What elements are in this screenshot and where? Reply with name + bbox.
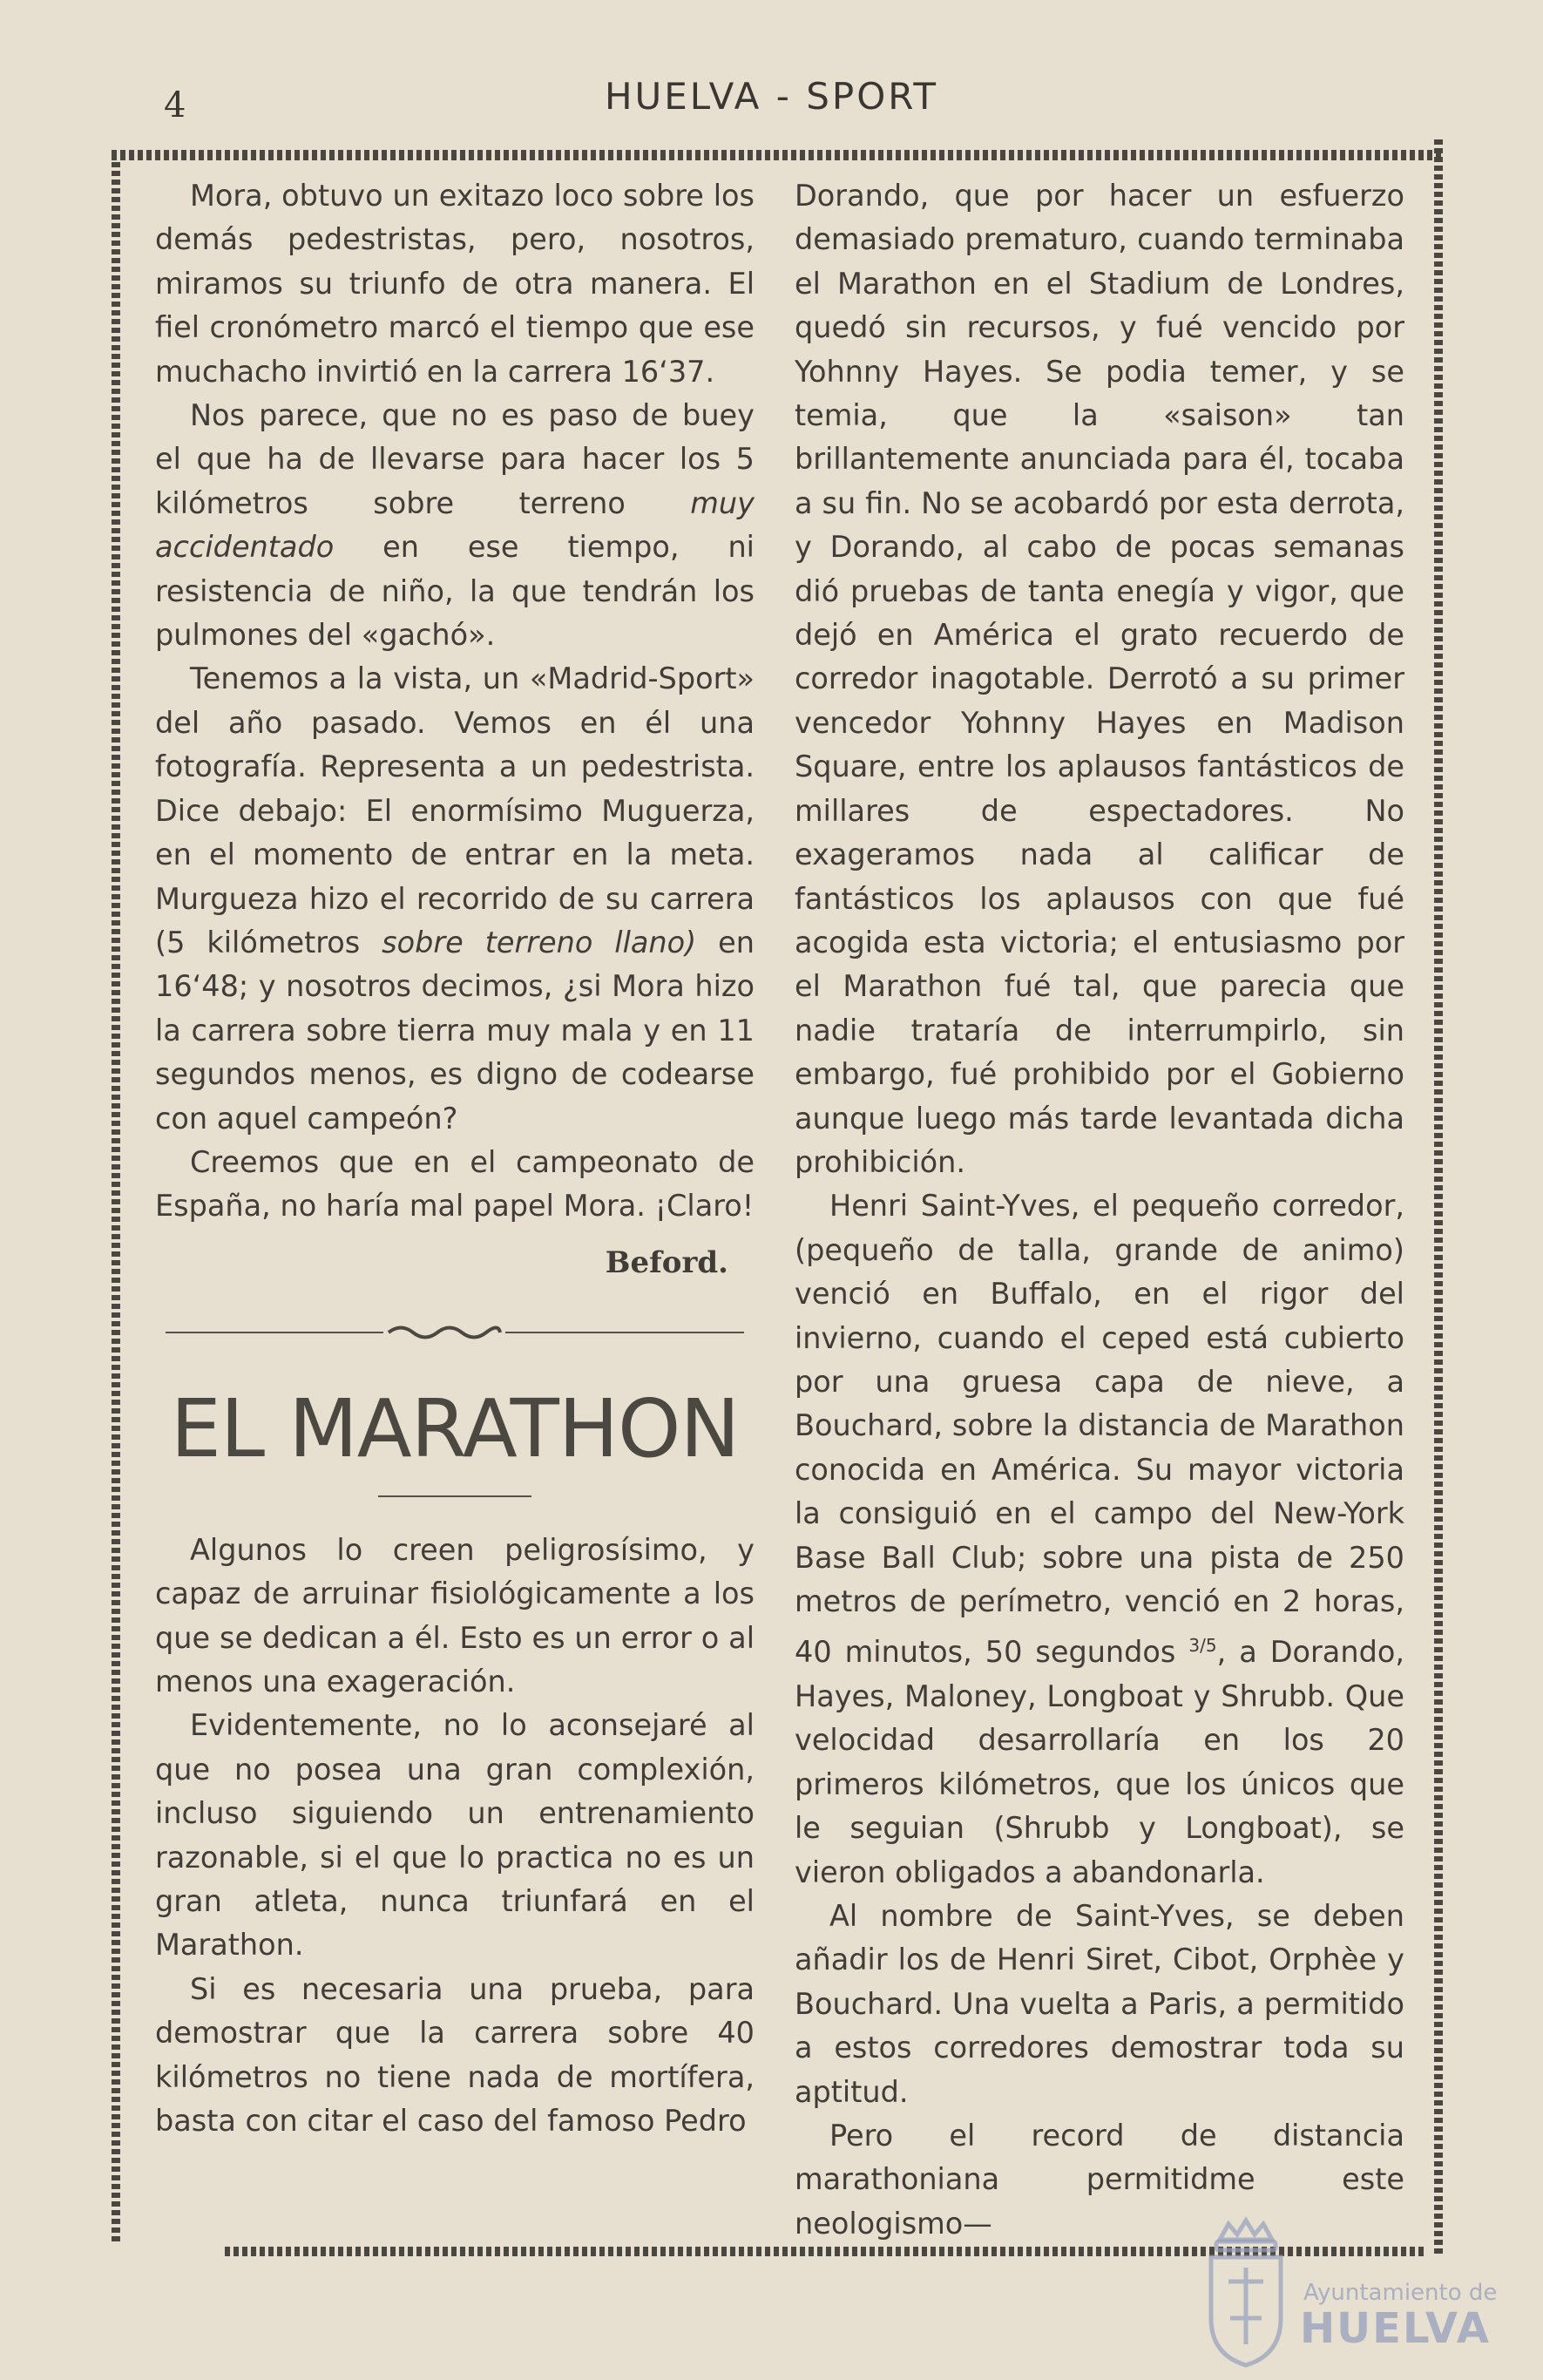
watermark-seal	[1194, 2214, 1533, 2379]
article-title: EL MARATHON	[170, 1381, 740, 1475]
paragraph: Si es necesaria una prueba, para demostrar que la carrera sobre 40 kilómetros no tiene nada de mortífera, basta con citar el caso del famoso Pedro	[155, 1971, 755, 2139]
paragraph: Al nombre de Saint-Yves, se deben añadir los de Henri Siret, Cibot, Orphèe y Bouchard. Una vuelta a Paris, a permitido a estos corredores demostrar toda su aptitud.	[795, 1899, 1404, 2109]
page-border-left	[112, 162, 120, 2245]
signature: Beford.	[605, 1244, 728, 1280]
fraction-text: 3/5	[1188, 1635, 1217, 1657]
page-border-top	[112, 150, 1445, 160]
watermark-line2: HUELVA	[1300, 2304, 1491, 2353]
text-span: en 16‘48; y nosotros decimos, ¿si Mora hizo la carrera sobre tierra muy mala y en 11 segundos menos, es digno de codearse con aquel campeón?	[155, 925, 755, 1136]
paragraph: Evidentemente, no lo aconsejaré al que no posea una gran complexión, incluso siguiendo un entrenamiento razonable, si el que lo practica no es un gran atleta, nunca triunfará en el Marathon.	[155, 1708, 755, 1963]
page-border-right	[1434, 139, 1443, 2257]
text-span: Tenemos a la vista, un «Madrid-Sport» del año pasado. Vemos en él una fotografía. Representa a un pedestrista. Dice debajo: El enormísimo Muguerza, en el momento de entrar en la meta. Murgueza hizo el recorrido de su carrera (5 kilómetros	[155, 661, 755, 959]
page-number: 4	[164, 85, 186, 125]
coat-of-arms-icon	[1194, 2214, 1298, 2370]
paragraph: Pero el record de distancia marathoniana permitidme este neologismo—	[795, 2119, 1404, 2241]
text-span: Nos parece, que no es paso de buey el que ha de llevarse para hacer los 5 kilómetros sobre terreno	[155, 398, 755, 520]
left-column	[155, 174, 755, 2143]
ornamental-separator	[155, 1314, 755, 1349]
watermark-line1: Ayuntamiento de	[1303, 2280, 1498, 2306]
emphasis-text: muy accidentado	[155, 485, 755, 565]
text-span: Henri Saint-Yves, el pequeño corredor, (pequeño de talla, grande de animo) venció en Buffalo, en el rigor del invierno, cuando el ceped está cubierto por una gruesa capa de nieve, a Bouchard, sobre la distancia de Marathon conocida en América. Su mayor victoria la consiguió en el campo del New-York Base Ball Club; sobre una pista de 250 metros de perímetro, venció en 2 horas, 40 minutos, 50 segundos	[795, 1189, 1404, 1670]
paragraph	[155, 394, 755, 657]
title-underline	[378, 1495, 531, 1497]
paragraph	[795, 1184, 1404, 1895]
emphasis-text: sobre terreno llano)	[382, 925, 697, 959]
text-span: , a Dorando, Hayes, Maloney, Longboat y Shrubb. Que velocidad desarrollaría en los 20 primeros kilómetros, que los únicos que le seguian (Shrubb y Longboat), se vieron obligados a abandonarla.	[795, 1635, 1404, 1889]
right-column	[795, 174, 1404, 2246]
paragraph: Dorando, que por hacer un esfuerzo demasiado prematuro, cuando terminaba el Marathon en el Stadium de Londres, quedó sin recursos, y fué vencido por Yohnny Hayes. Se podia temer, y se temia, que la «saison» tan brillantemente anunciada para él, tocaba a su fin. No se acobardó por esta derrota, y Dorando, al cabo de pocas semanas dió pruebas de tanta enegía y vigor, que dejó en América el grato recuerdo de corredor inagotable. Derrotó a su primer vencedor Yohnny Hayes en Madison Square, entre los aplausos fantásticos de millares de espectadores. No exageramos nada al calificar de fantásticos los aplausos con que fué acogida esta victoria; el entusiasmo por el Marathon fué tal, que parecia que nadie trataría de interrumpirlo, sin embargo, fué prohibido por el Gobierno aunque luego más tarde levantada dicha prohibición.	[795, 179, 1404, 1179]
paragraph: Mora, obtuvo un exitazo loco sobre los demás pedestristas, pero, nosotros, miramos su triunfo de otra manera. El fiel cronómetro marcó el tiempo que ese muchacho invirtió en la carrera 16‘37.	[155, 179, 755, 389]
flourish-icon	[383, 1321, 505, 1344]
paragraph: Creemos que en el campeonato de España, no haría mal papel Mora. ¡Claro!	[155, 1144, 755, 1224]
running-head: HUELVA - SPORT	[604, 75, 939, 118]
text-span: en ese tiempo, ni resistencia de niño, la que tendrán los pulmones del «gachó».	[155, 530, 755, 653]
paragraph	[155, 657, 755, 1140]
paragraph: Algunos lo creen peligrosísimo, y capaz de arruinar fisiológicamente a los que se dedican a él. Esto es un error o al menos una exageración.	[155, 1532, 755, 1699]
